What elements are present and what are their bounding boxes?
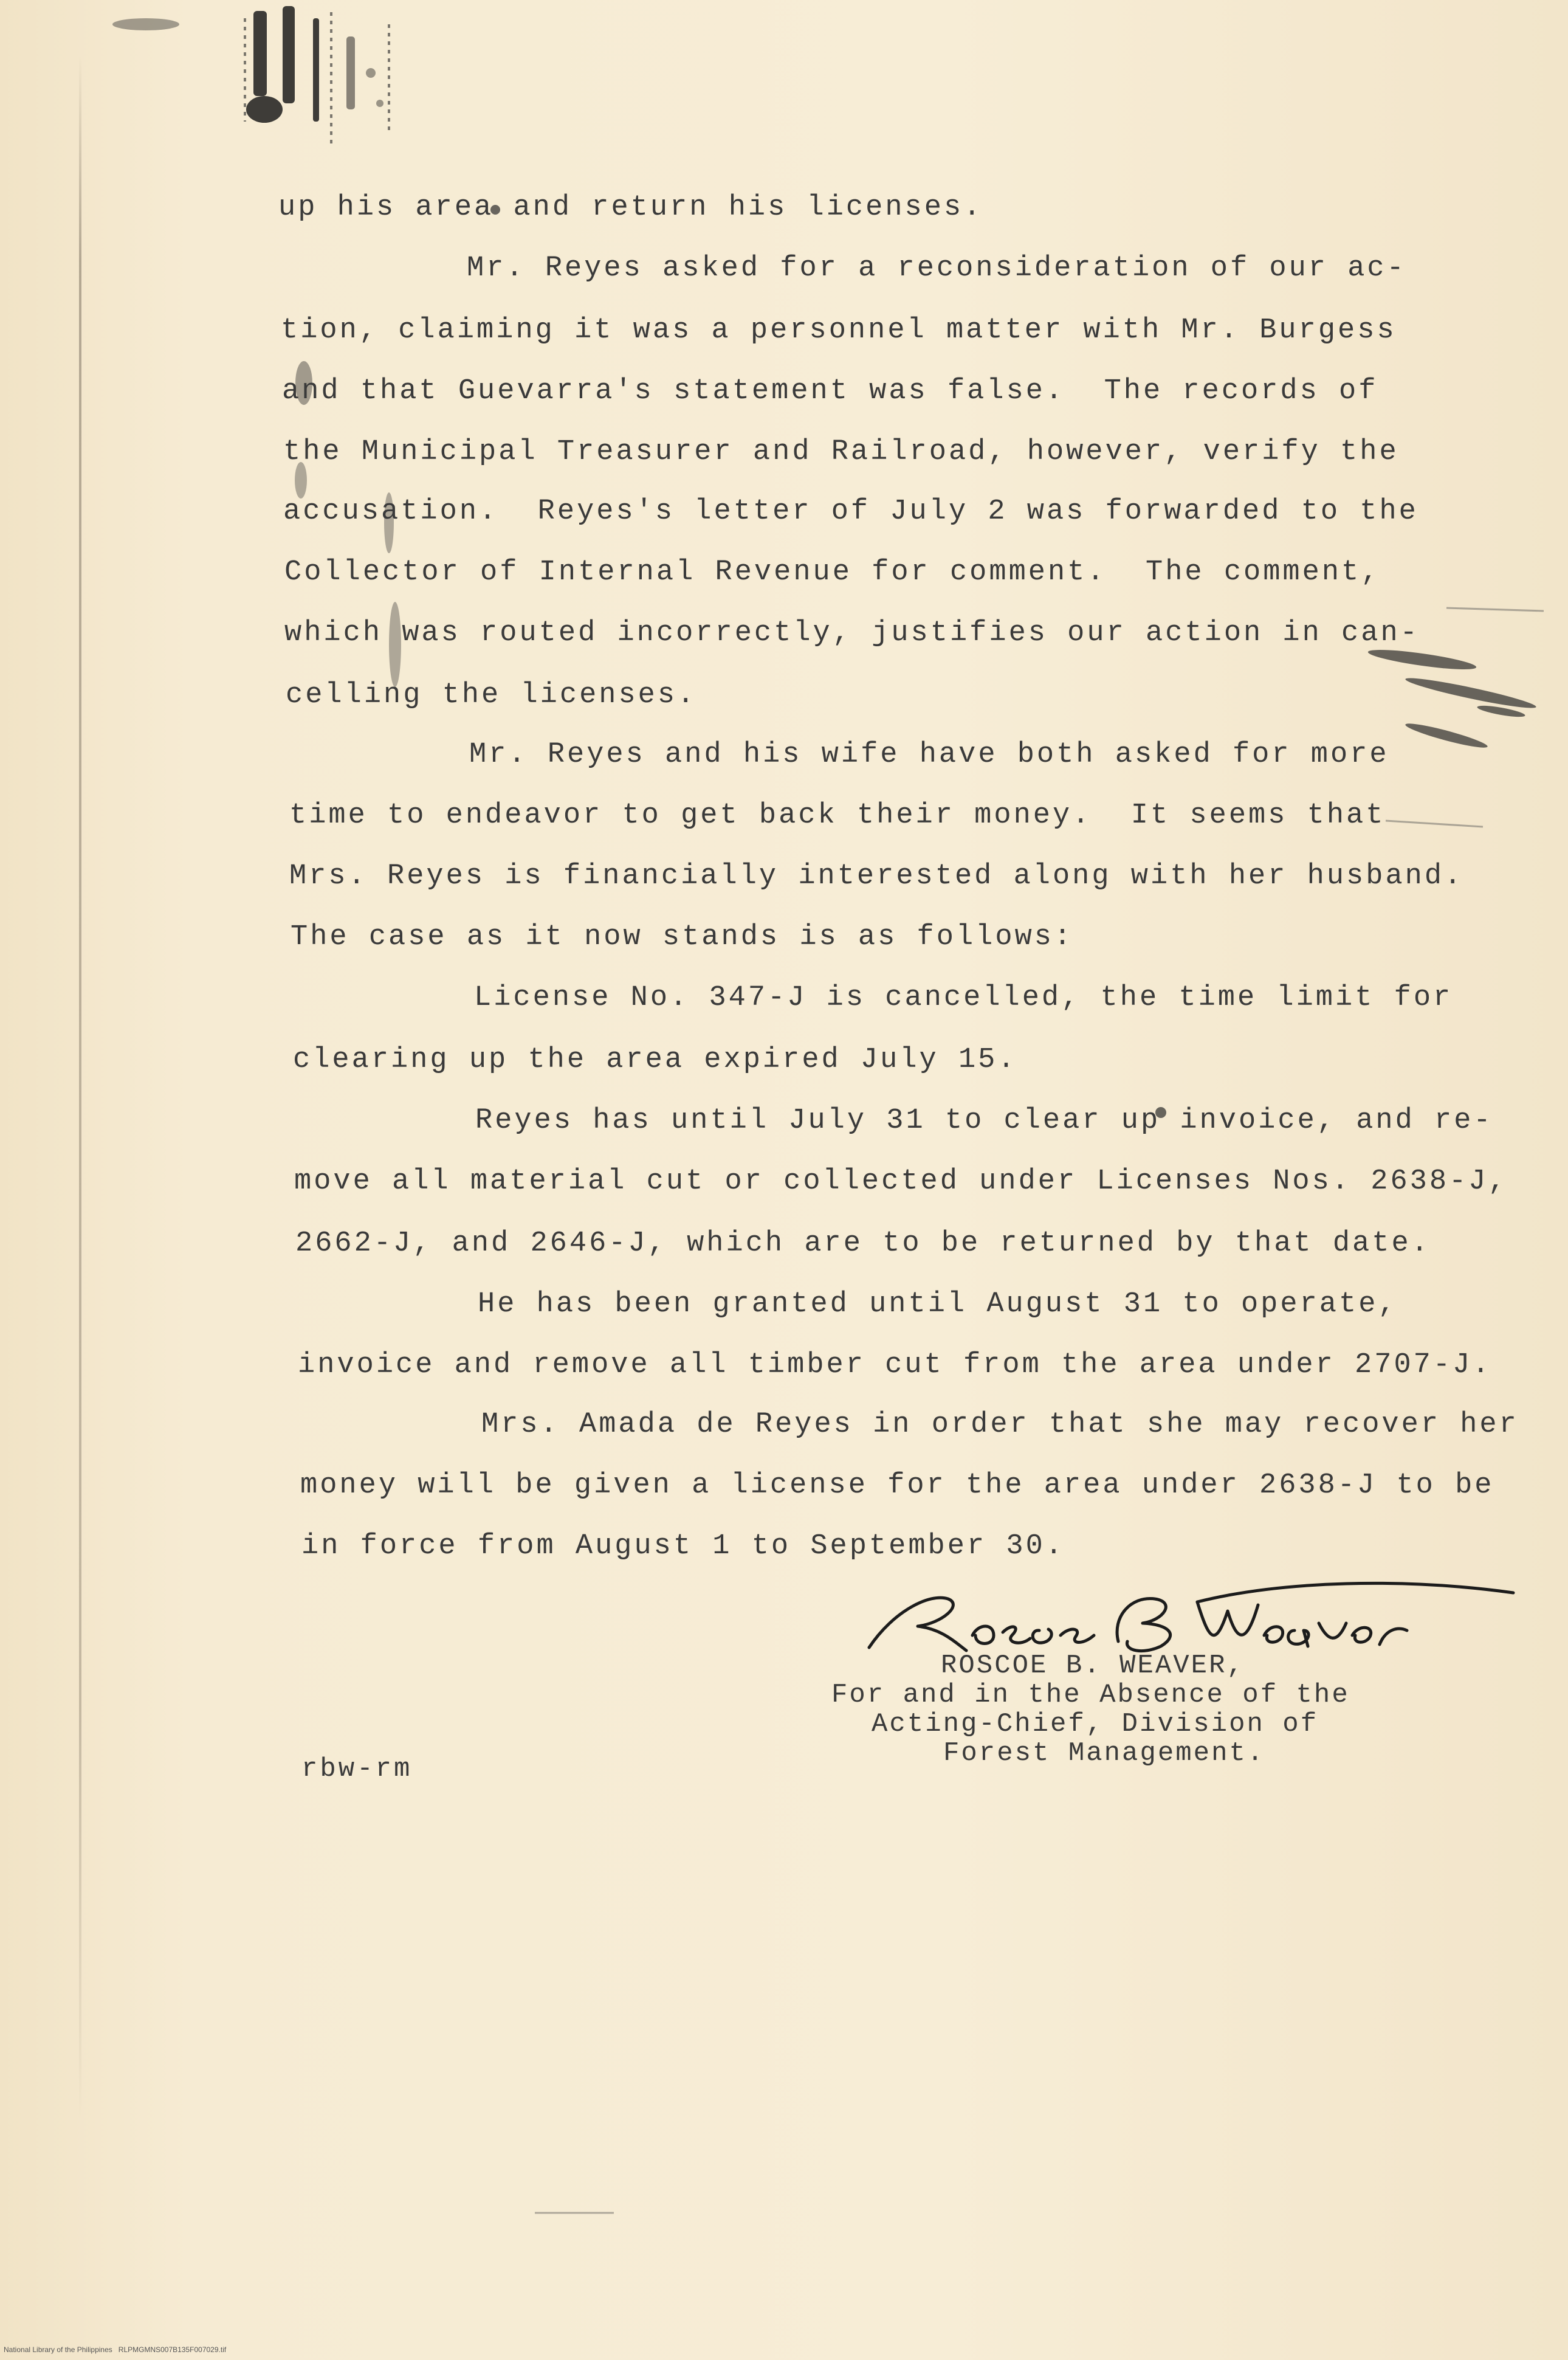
body-line: Mr. Reyes asked for a reconsideration of our ac- <box>467 252 1406 285</box>
body-line: and that Guevarra's statement was false. The records of <box>282 375 1378 407</box>
body-line: He has been granted until August 31 to operate, <box>478 1288 1398 1320</box>
signer-title-line-1: For and in the Absence of the <box>831 1680 1350 1710</box>
body-line: clearing up the area expired July 15. <box>293 1044 1017 1076</box>
body-line: Reyes has until July 31 to clear up invoice, and re- <box>475 1105 1493 1137</box>
archive-footer: National Library of the Philippines RLPMGMNS007B135F007029.tif <box>4 2345 227 2354</box>
body-line: the Municipal Treasurer and Railroad, however, verify the <box>283 436 1399 468</box>
body-line: money will be given a license for the area under 2638-J to be <box>300 1469 1494 1502</box>
signer-title-line-3: Forest Management. <box>943 1738 1265 1768</box>
body-line: up his area and return his licenses. <box>278 191 983 224</box>
body-line: Mr. Reyes and his wife have both asked for more <box>469 739 1389 771</box>
body-line: time to endeavor to get back their money. It seems that <box>289 799 1386 832</box>
signer-name: ROSCOE B. WEAVER, <box>941 1651 1245 1681</box>
body-line: 2662-J, and 2646-J, which are to be returned by that date. <box>295 1227 1431 1260</box>
body-line: invoice and remove all timber cut from the area under 2707-J. <box>298 1349 1492 1381</box>
signer-title-line-2: Acting-Chief, Division of <box>872 1709 1319 1739</box>
body-line: celling the licenses. <box>286 679 697 711</box>
body-line: Mrs. Amada de Reyes in order that she may recover her <box>481 1409 1519 1441</box>
typist-initials: rbw-rm <box>301 1754 413 1784</box>
body-line: in force from August 1 to September 30. <box>301 1530 1065 1562</box>
body-line: License No. 347-J is cancelled, the time limit for <box>474 982 1453 1014</box>
body-line: move all material cut or collected under Licenses Nos. 2638-J, <box>294 1165 1508 1198</box>
body-line: Collector of Internal Revenue for comment. The comment, <box>284 556 1381 588</box>
body-line: which was routed incorrectly, justifies our action in can- <box>284 617 1420 649</box>
body-line: Mrs. Reyes is financially interested along with her husband. <box>289 860 1464 892</box>
body-line: The case as it now stands is as follows: <box>291 921 1074 953</box>
body-line: tion, claiming it was a personnel matter with Mr. Burgess <box>281 314 1397 347</box>
body-line: accusation. Reyes's letter of July 2 was forwarded to the <box>283 495 1418 528</box>
